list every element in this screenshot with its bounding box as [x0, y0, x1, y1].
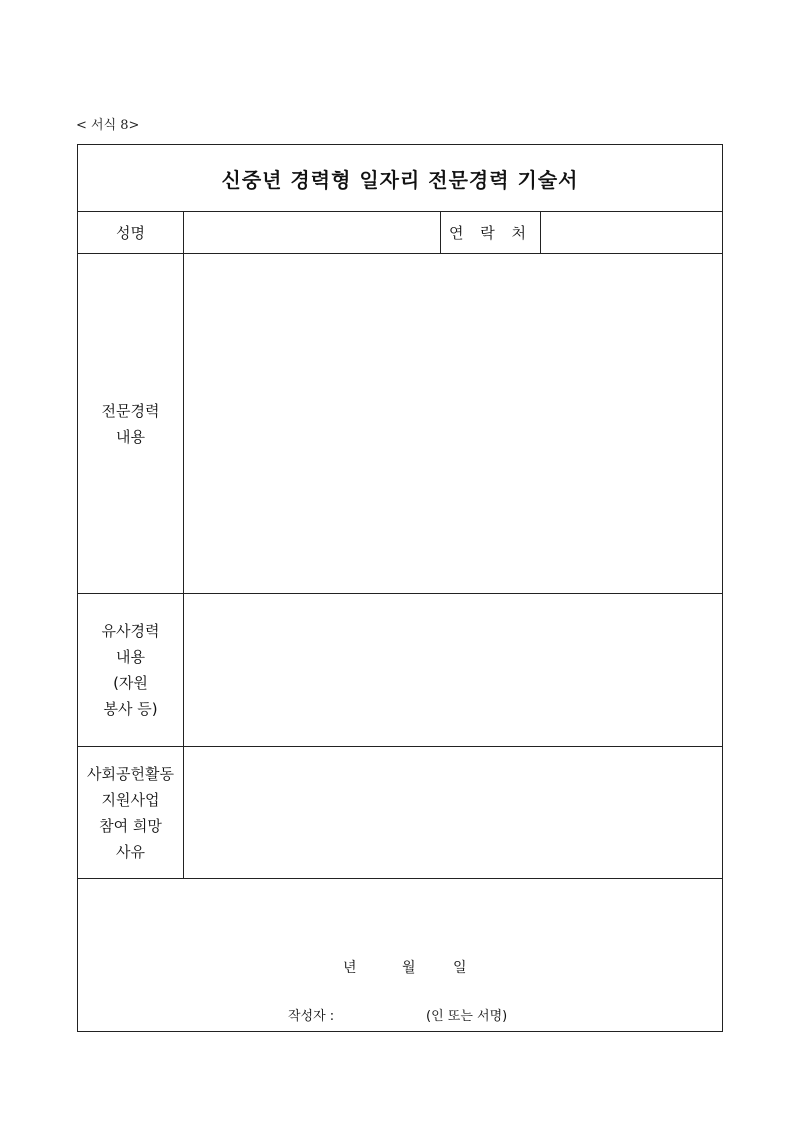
signature-row — [78, 879, 722, 1031]
day-label: 일 — [453, 960, 467, 976]
form-title: 신중년 경력형 일자리 전문경력 기술서 — [221, 167, 579, 192]
career-label — [78, 254, 184, 593]
name-field[interactable] — [184, 212, 441, 253]
reason-label-line2: 지원사업 — [101, 790, 160, 809]
name-label: 성명 — [78, 212, 184, 253]
career-label-line1: 전문경력 — [101, 401, 160, 420]
title-row — [78, 145, 722, 212]
reason-label-line4: 사유 — [116, 842, 145, 861]
similar-label-line2: 내용 — [116, 648, 145, 666]
career-content-field[interactable] — [184, 254, 722, 593]
reason-label — [78, 747, 184, 878]
year-label: 년 — [343, 960, 357, 976]
reason-field[interactable] — [184, 747, 722, 878]
similar-label-line1: 유사경력 — [101, 622, 160, 640]
writer-label: 작성자 : — [288, 1009, 335, 1024]
similar-label-line4: 봉사 등) — [103, 700, 158, 718]
name-contact-row — [78, 212, 722, 254]
signature-label[interactable]: (인 또는 서명) — [426, 1009, 508, 1024]
career-row — [78, 254, 722, 594]
similar-label-line3: (자원 — [113, 674, 148, 692]
reason-row — [78, 747, 722, 879]
reason-label-line3: 참여 희망 — [99, 816, 162, 835]
contact-field[interactable] — [541, 212, 722, 253]
contact-label: 연 락 처 — [441, 212, 541, 253]
month-label: 월 — [402, 960, 416, 976]
similar-career-row — [78, 594, 722, 747]
form-number: < 서식 8> — [76, 118, 140, 133]
career-statement-form — [77, 144, 723, 1032]
reason-label-line1: 사회공헌활동 — [87, 764, 174, 783]
career-label-line2: 내용 — [116, 427, 145, 446]
similar-career-field[interactable] — [184, 594, 722, 746]
similar-career-label — [78, 594, 184, 746]
